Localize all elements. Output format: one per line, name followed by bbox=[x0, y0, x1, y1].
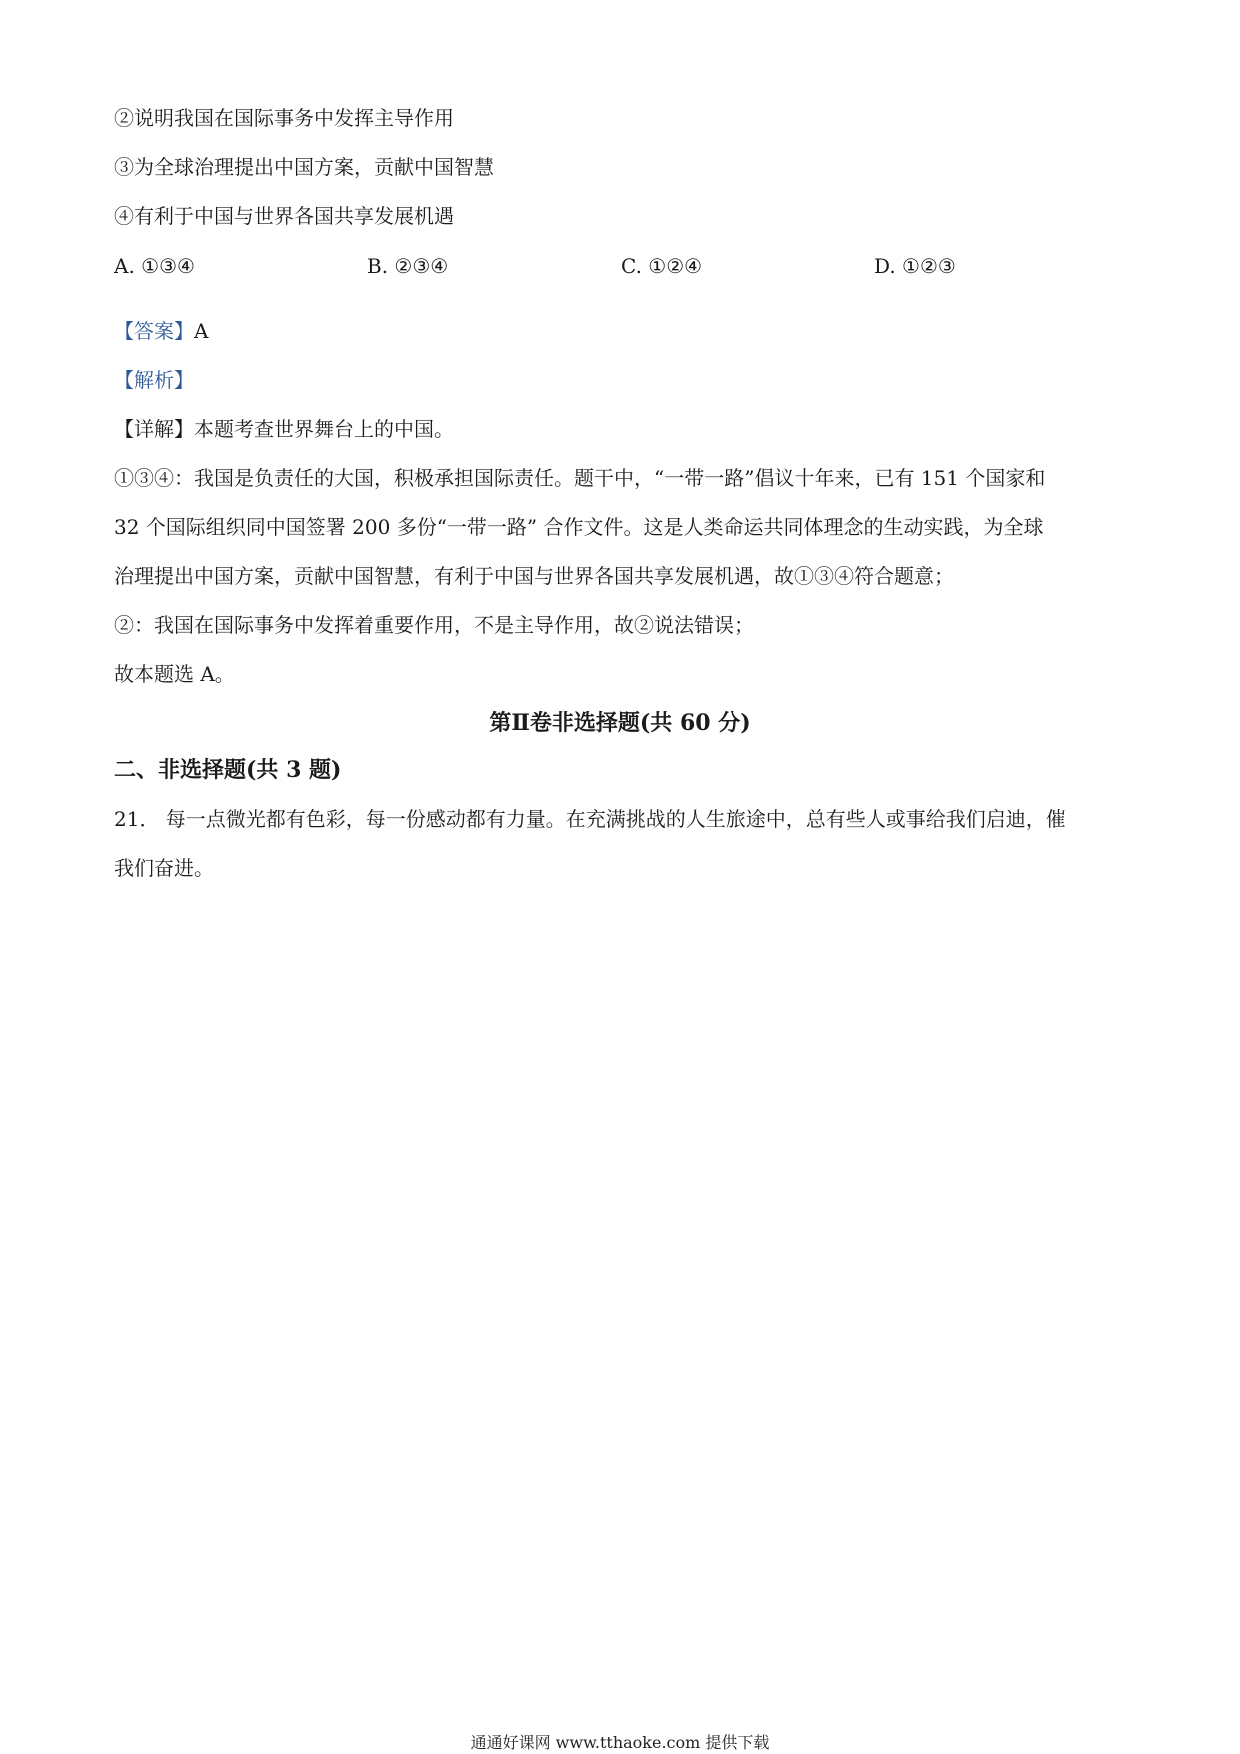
question-21-line-2: 我们奋进。 bbox=[114, 856, 214, 880]
part-title: 二、非选择题(共 3 题) bbox=[114, 757, 342, 783]
detail-line-5: 故本题选 A。 bbox=[114, 662, 235, 686]
footer-source: 通通好课网 www.tthaoke.com 提供下载 bbox=[470, 1733, 770, 1752]
option-d: D. ①②③ bbox=[874, 254, 956, 278]
detail-intro: 本题考查世界舞台上的中国。 bbox=[194, 417, 454, 441]
statement-2: ②说明我国在国际事务中发挥主导作用 bbox=[114, 106, 454, 130]
detail-line-4: ②：我国在国际事务中发挥着重要作用，不是主导作用，故②说法错误； bbox=[114, 613, 754, 637]
analysis-line bbox=[114, 367, 194, 393]
detail-line-3: 治理提出中国方案，贡献中国智慧，有利于中国与世界各国共享发展机遇，故①③④符合题意； bbox=[114, 564, 954, 588]
option-b: B. ②③④ bbox=[367, 254, 449, 278]
answer-tag: 【答案】 bbox=[114, 319, 194, 343]
question-21-line-1: 21． 每一点微光都有色彩，每一份感动都有力量。在充满挑战的人生旅途中，总有些人或事给我们启迪，催 bbox=[114, 807, 1066, 831]
section-title: 第Ⅱ卷非选择题(共 60 分) bbox=[489, 710, 751, 736]
analysis-tag: 【解析】 bbox=[114, 368, 194, 392]
detail-intro-line bbox=[114, 416, 454, 442]
statement-4: ④有利于中国与世界各国共享发展机遇 bbox=[114, 204, 454, 228]
statement-3: ③为全球治理提出中国方案，贡献中国智慧 bbox=[114, 155, 494, 179]
answer-value: A bbox=[194, 319, 209, 343]
answer-options bbox=[114, 253, 1114, 279]
option-a: A. ①③④ bbox=[114, 254, 195, 278]
detail-line-2: 32 个国际组织同中国签署 200 多份“一带一路” 合作文件。这是人类命运共同体理念的生动实践，为全球 bbox=[114, 515, 1044, 539]
answer-line bbox=[114, 318, 208, 344]
option-c: C. ①②④ bbox=[621, 254, 703, 278]
detail-tag: 【详解】 bbox=[114, 417, 194, 441]
detail-line-1: ①③④：我国是负责任的大国，积极承担国际责任。题干中，“一带一路”倡议十年来，已有 151 个国家和 bbox=[114, 466, 1046, 490]
